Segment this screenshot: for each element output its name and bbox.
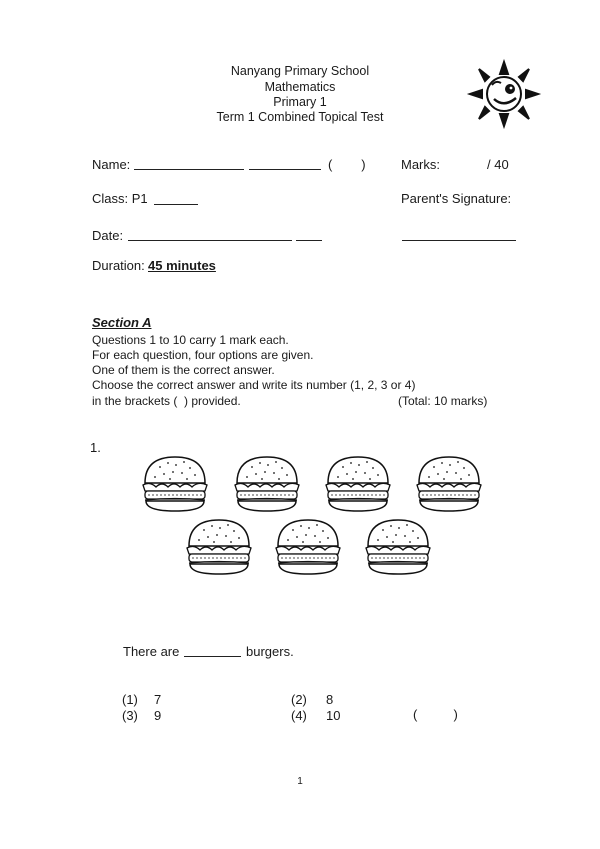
option-value: 10 — [326, 708, 341, 723]
name-line-2[interactable] — [249, 158, 321, 170]
name-label: Name: — [92, 157, 131, 172]
section-total: (Total: 10 marks) — [398, 394, 488, 408]
class-line[interactable] — [154, 193, 198, 205]
burger-icon — [323, 453, 393, 515]
option-number: (4) — [291, 708, 307, 723]
duration-value: 45 minutes — [148, 258, 216, 273]
option-number: (3) — [122, 708, 138, 723]
option-number: (1) — [122, 692, 138, 707]
level: Primary 1 — [273, 95, 327, 109]
answer-blank[interactable] — [184, 645, 241, 657]
section-title: Section A — [92, 315, 152, 330]
burger-icon — [363, 516, 433, 578]
register-number-brackets: ( ) — [328, 157, 366, 172]
burger-icon — [184, 516, 254, 578]
class-label: Class: P1 — [92, 191, 148, 206]
marks-total: / 40 — [487, 157, 509, 172]
sun-mascot-icon — [466, 58, 542, 130]
instruction-line: One of them is the correct answer. — [92, 363, 275, 377]
answer-brackets[interactable]: ( ) — [413, 707, 458, 722]
instruction-line: in the brackets ( ) provided. — [92, 394, 241, 408]
parent-signature-line[interactable] — [402, 229, 516, 241]
burger-icon — [232, 453, 302, 515]
parent-signature-label: Parent's Signature: — [401, 191, 512, 206]
option-value: 8 — [326, 692, 334, 707]
option-value: 9 — [154, 708, 162, 723]
burger-icon — [273, 516, 343, 578]
date-label: Date: — [92, 228, 124, 243]
marks-label: Marks: — [401, 157, 440, 172]
date-line-2[interactable] — [296, 229, 322, 241]
burger-icon — [140, 453, 210, 515]
question-prompt-start: There are — [123, 644, 180, 659]
option-number: (2) — [291, 692, 307, 707]
question-number: 1. — [90, 440, 101, 455]
instruction-line: Questions 1 to 10 carry 1 mark each. — [92, 333, 289, 347]
subject: Mathematics — [264, 80, 336, 94]
page-number: 1 — [297, 776, 303, 787]
test-title: Term 1 Combined Topical Test — [216, 110, 384, 124]
date-line-1[interactable] — [128, 229, 292, 241]
duration-label: Duration: — [92, 258, 145, 273]
instruction-line: Choose the correct answer and write its number (1, 2, 3 or 4) — [92, 378, 416, 392]
burger-icon — [414, 453, 484, 515]
name-line-1[interactable] — [134, 158, 244, 170]
instruction-line: For each question, four options are given. — [92, 348, 314, 362]
question-prompt-end: burgers. — [246, 644, 294, 659]
school-name: Nanyang Primary School — [230, 64, 370, 78]
option-value: 7 — [154, 692, 162, 707]
